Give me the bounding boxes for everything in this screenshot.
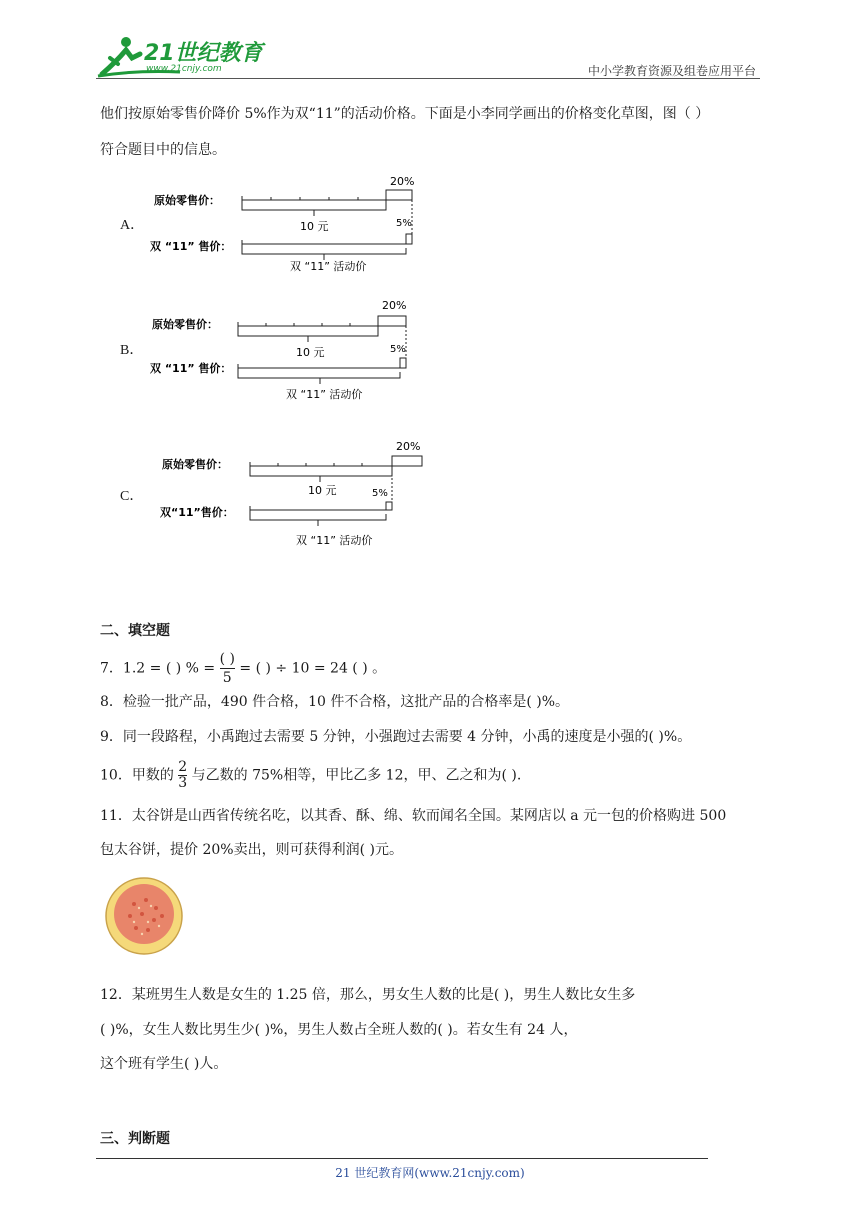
q7-frac-top: ( ) — [219, 651, 235, 667]
pct5-label: 5% — [390, 344, 406, 355]
q8: 8．检验一批产品，490 件合格，10 件不合格，这批产品的合格率是( )%。 — [100, 694, 570, 710]
logo-title: 21世纪教育 — [144, 41, 263, 66]
q6-line2: 符合题目中的信息。 — [100, 142, 226, 158]
section-judgment-title: 三、判断题 — [100, 1131, 170, 1147]
ten-yuan-label: 10 元 — [296, 346, 325, 359]
q10-fraction — [178, 760, 187, 791]
logo-url: www.21cnjy.com — [146, 64, 222, 74]
q7-frac-bottom: 5 — [222, 670, 232, 686]
q12-line3: 这个班有学生( )人。 — [100, 1056, 228, 1072]
sale-price-label: 双“11”售价： — [160, 506, 234, 519]
option-b-diagram — [150, 294, 440, 406]
pct5-label: 5% — [396, 218, 412, 229]
ten-yuan-label: 10 元 — [308, 484, 337, 497]
ten-yuan-label: 10 元 — [300, 220, 329, 233]
option-a-label: A． — [120, 218, 145, 233]
q10-suffix: 与乙数的 75%相等，甲比乙多 12，甲、乙之和为( ). — [191, 767, 522, 784]
site-logo — [96, 34, 266, 80]
footer-divider — [96, 1158, 708, 1159]
pct5-label: 5% — [372, 488, 388, 499]
pct20-label: 20% — [396, 440, 421, 453]
q7-num: 7． — [100, 660, 123, 677]
taigu-cake-image — [104, 876, 184, 960]
footer-link[interactable]: 21 世纪教育网(www.21cnjy.com) — [335, 1166, 525, 1180]
activity-price-label: 双 “11” 活动价 — [286, 388, 363, 401]
sale-price-label: 双 “11” 售价： — [150, 362, 232, 375]
q9: 9．同一段路程，小禹跑过去需要 5 分钟，小强跑过去需要 4 分钟，小禹的速度是小强的( )%。 — [100, 729, 692, 745]
cake-icon — [104, 876, 184, 956]
q12-line1: 12．某班男生人数是女生的 1.25 倍，那么，男女生人数的比是( )，男生人数比女生多 — [100, 987, 636, 1003]
header-divider — [96, 78, 760, 79]
original-price-label: 原始零售价： — [162, 458, 228, 471]
q10-frac-top: 2 — [178, 759, 188, 775]
q11-line1: 11．太谷饼是山西省传统名吃，以其香、酥、绵、软而闻名全国。某网店以 a 元一包的价格购进 500 — [100, 808, 727, 824]
original-price-label: 原始零售价： — [152, 318, 218, 331]
q10-prefix: 10．甲数的 — [100, 767, 174, 784]
platform-name: 中小学教育资源及组卷应用平台 — [587, 64, 756, 78]
section-fill-blank-title: 二、填空题 — [100, 623, 170, 639]
sale-price-label: 双 “11” 售价： — [150, 240, 232, 253]
q7-part2: = ( ) ÷ 10 = 24 ( ) 。 — [239, 660, 387, 677]
q6-line1: 他们按原始零售价降价 5%作为双“11”的活动价格。下面是小李同学画出的价格变化草图，图（ ） — [100, 106, 710, 122]
activity-price-label: 双 “11” 活动价 — [296, 534, 373, 547]
pct20-label: 20% — [382, 299, 407, 312]
option-b-label: B． — [120, 343, 144, 358]
q7 — [100, 650, 386, 687]
option-c-label: C． — [120, 489, 144, 504]
activity-price-label: 双 “11” 活动价 — [290, 260, 367, 273]
original-price-label: 原始零售价： — [154, 194, 220, 207]
q7-fraction — [220, 650, 235, 687]
q7-part1: 1.2 = ( ) % = — [122, 660, 216, 677]
pct20-label: 20% — [390, 175, 415, 188]
q12-line2: ( )%，女生人数比男生少( )%，男生人数占全班人数的( )。若女生有 24 人， — [100, 1022, 578, 1038]
q10 — [100, 760, 521, 791]
q10-frac-bottom: 3 — [178, 775, 188, 791]
option-c-diagram — [158, 438, 448, 554]
option-a-diagram — [150, 170, 440, 280]
q11-line2: 包太谷饼，提价 20%卖出，则可获得利润( )元。 — [100, 842, 403, 858]
